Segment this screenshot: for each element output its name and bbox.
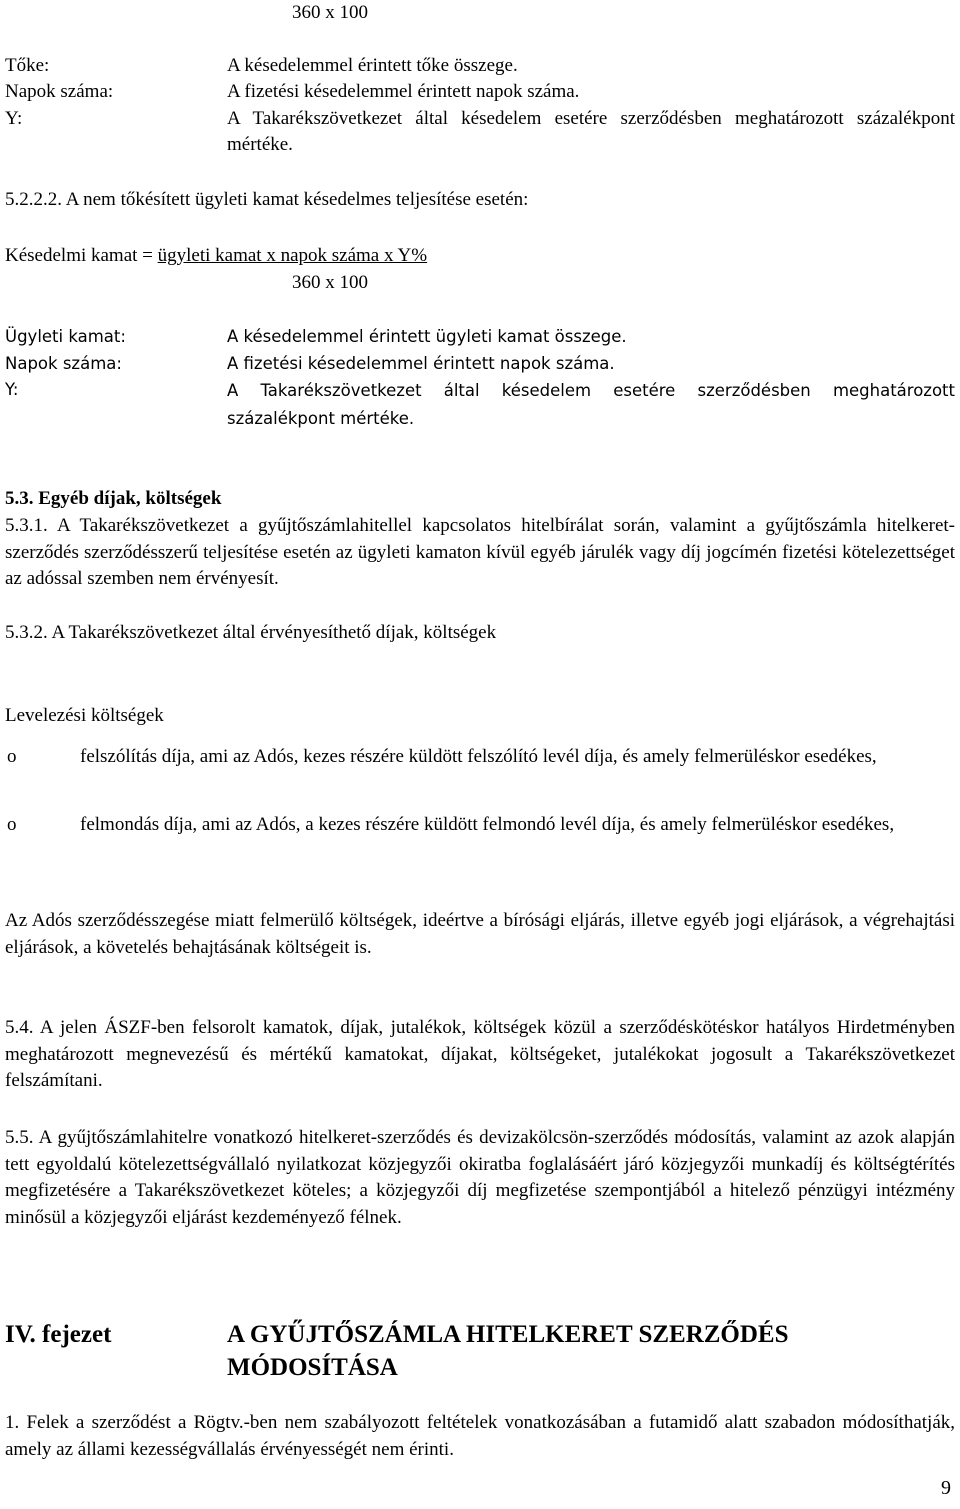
chapter-number: IV. fejezet [5, 1321, 112, 1348]
section-55-text: 5.5. A gyűjtőszámlahitelre vonatkozó hitelkeret-szerződés és devizakölcsön-szerződés módosítás, valamint az azok alapján tett egyoldalú kötelezettségvállaló nyilatkozat közjegyzői okiratba foglalásáért járó közjegyzői munkadíj és költségtérítés megfizetésére a Takarékszövetkezet köteles; a közjegyzői díj megfizetése szempontjából a hitelező pénzügyi intézmény minősül a közjegyzői eljárást kezdeményező félnek. [5, 1127, 955, 1228]
formula2-numerator: ügyleti kamat x napok száma x Y% [157, 245, 428, 266]
bullet-marker: o [7, 814, 17, 835]
def1-term-y: Y: [5, 108, 23, 129]
def2-desc-napok: A fizetési késedelemmel érintett napok száma. [227, 354, 615, 373]
page-number: 9 [941, 1477, 951, 1499]
chapter-title-line1: A GYŰJTŐSZÁMLA HITELKERET SZERZŐDÉS [227, 1321, 789, 1348]
section-53-heading: 5.3. Egyéb díjak, költségek [5, 488, 222, 509]
adosszerzodesszegese-text: Az Adós szerződésszegése miatt felmerülő költségek, ideértve a bírósági eljárás, illetve egyéb jogi eljárások, a végrehajtási eljárások, a követelés behajtásának költségeit is. [5, 910, 955, 958]
formula2-denominator: 360 x 100 [292, 272, 368, 293]
section-532-heading: 5.3.2. A Takarékszövetkezet által érvényesíthető díjak, költségek [5, 622, 497, 643]
formula2-line [5, 243, 427, 269]
section-5222-heading: 5.2.2.2. A nem tőkésített ügyleti kamat késedelmes teljesítése esetén: [5, 189, 529, 210]
def2-term-y: Y: [5, 380, 19, 399]
bullet-marker: o [7, 746, 17, 767]
def2-term-napok: Napok száma: [5, 354, 122, 373]
def2-desc-y: A Takarékszövetkezet által késedelem esetére szerződésben meghatározott százalékpont mértéke. [227, 381, 955, 428]
def2-desc-ugyleti: A késedelemmel érintett ügyleti kamat összege. [227, 327, 627, 346]
list-item: felmondás díja, ami az Adós, a kezes részére küldött felmondó levél díja, és amely felmerüléskor esedékes, [80, 814, 895, 835]
def1-term-toke: Tőke: [5, 55, 50, 76]
section-54-text: 5.4. A jelen ÁSZF-ben felsorolt kamatok, díjak, jutalékok, költségek közül a szerződéskötéskor hatályos Hirdetményben meghatározott megnevezésű és mértékű kamatokat, díjakat, költségeket, jutalékokat jogosult a Takarékszövetkezet felszámítani. [5, 1017, 955, 1091]
def1-desc-y: A Takarékszövetkezet által késedelem esetére szerződésben meghatározott százalékpont mértéke. [227, 108, 955, 155]
def1-desc-toke: A késedelemmel érintett tőke összege. [227, 55, 518, 76]
list-item: felszólítás díja, ami az Adós, kezes részére küldött felszólító levél díja, és amely felmerüléskor esedékes, [80, 746, 877, 767]
def1-term-napok: Napok száma: [5, 81, 114, 102]
paragraph-1-text: 1. Felek a szerződést a Rögtv.-ben nem szabályozott feltételek vonatkozásában a futamidő alatt szabadon módosíthatják, amely az állami kezességvállalás érvényességét nem érinti. [5, 1412, 955, 1460]
formula2-label: Késedelmi kamat = [5, 245, 158, 266]
chapter-title-line2: MÓDOSÍTÁSA [227, 1354, 398, 1381]
def2-term-ugyleti: Ügyleti kamat: [5, 327, 126, 346]
def1-desc-napok: A fizetési késedelemmel érintett napok száma. [227, 81, 580, 102]
formula1-denominator: 360 x 100 [292, 2, 368, 23]
section-531-text: 5.3.1. A Takarékszövetkezet a gyűjtőszámlahitellel kapcsolatos hitelbírálat során, valamint a gyűjtőszámla hitelkeret-szerződés szerződésszerű teljesítése esetén az ügyleti kamaton kívül egyéb járulék vagy díj jogcímén fizetési kötelezettséget az adóssal szemben nem érvényesít. [5, 515, 955, 589]
levelezesi-heading: Levelezési költségek [5, 705, 164, 726]
